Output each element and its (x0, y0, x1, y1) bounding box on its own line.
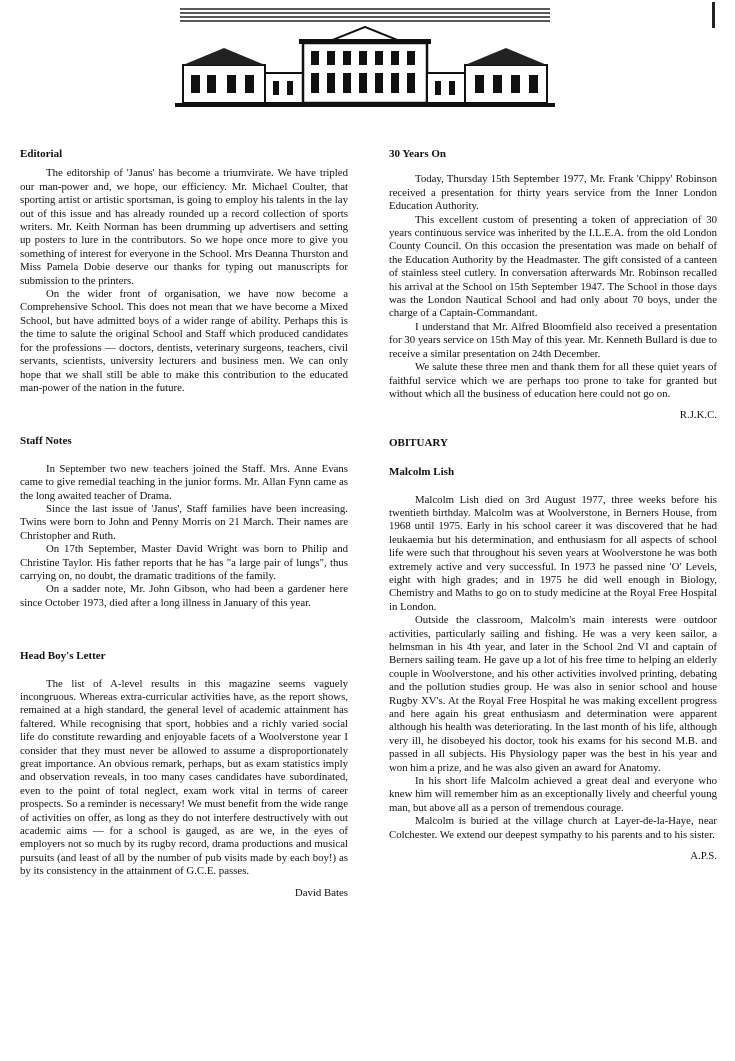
editorial-section (20, 148, 348, 395)
obituary-title: OBITUARY (389, 436, 448, 449)
staff-notes-heading: Staff Notes (20, 435, 72, 448)
obituary-paragraph: In his short life Malcolm achieved a great deal and everyone who knew him will remember him as an exceptionally lively and cheerful young man, but above all as a person of tremendous courage. (389, 775, 717, 814)
obituary-paragraph: Outside the classroom, Malcolm's main interests were outdoor activities, particularly sailing and fishing. He was a very keen sailor, a helmsman in his 4th year, and later in the School 2nd VI and captain of Berners sailing team. He gave up a lot of his free time to helping an elderly couple in Woolverstone, and his other activities involved printing, debating and the pollution studies group. He was also in senior school and house Rugby XV's. At the Royal Free Hospital he was making excellent progress and here again his great enthusiasm and determination were apparent although his health was deteriorating. In the last month of his life, although very ill, he disobeyed his doctor, took his exams for his second M.B. and passed in all subjects. His Physiology paper was the best in his year and won him a prize, and he was also given an award for Anatomy. (389, 614, 717, 774)
staff-notes-paragraph: On 17th September, Master David Wright was born to Philip and Christine Taylor. His father reports that he has "a large pair of lungs", thus carrying on, no doubt, the dramatic traditions of the family. (20, 543, 348, 582)
thirty-years-paragraph: This excellent custom of presenting a token of appreciation of 30 years continuous service was inherited by the I.L.E.A. from the old London County Council. On this occasion the presentation was made on behalf of the Education Authority by the Headmaster. The gift consisted of a canteen of stainless steel cutlery. In conversation afterwards Mr. Robinson recalled his arrival at the School on 15th September 1947. The School in those days was the London Nautical School and had only about 70 boys, under the charge of a Captain-Commandant. (389, 213, 717, 320)
thirty-years-signature: R.J.K.C. (679, 409, 717, 422)
staff-notes-paragraph: Since the last issue of 'Janus', Staff families have been increasing. Twins were born to John and Penny Morris on 21 March. Their names are Christopher and Ruth. (20, 502, 348, 542)
thirty-years-paragraph: I understand that Mr. Alfred Bloomfield also received a presentation for 30 years service on 15th May of this year. Mr. Kenneth Bullard is due to receive a similar presentation on 24th December. (389, 320, 717, 360)
editorial-paragraph: On the wider front of organisation, we have now become a Comprehensive School. This does not mean that we have become a Mixed School, but have admitted boys of a wider range of ability. Perhaps this is the time to salute the original School and Staff which produced candidates for the professions — doctors, dentists, veterinary surgeons, teachers, civil servants, scientists, university lecturers and business men. We can only hope that we shall still be able to make this contribution to the educated man-power of the nation in the future. (20, 288, 348, 394)
head-boy-paragraph: The list of A-level results in this magazine seems vaguely incongruous. Whereas extra-curricular activities have, as the report shows, remained at a high standard, the general level of academic attainment has faltered. While recognising that sport, hobbies and a richly varied social life do constitute rewarding and enjoyable facets of a Woolverstone year I consider that they must never be allowed to assume a disproportionately great importance. An obvious remark, perhaps, but as exam statistics imply and observation reveals, in too many cases candidates have subordinated, even to the point of total neglect, exam work vital in terms of career prospects. So a reminder is necessary! We must benefit from the wide range of activities on offer, as long as they do not interfere destructively with out academic aims — for a school is gauged, as are we, in the eyes of employers not so much by its rugby record, drama productions and musical pursuits (and least of all by the number of pub visits made by each boy!) as by its consistency in the attainment of G.C.E. passes. (20, 677, 348, 878)
head-boy-heading: Head Boy's Letter (20, 650, 106, 663)
obituary-paragraph: Malcolm is buried at the village church at Layer-de-la-Haye, near Colchester. We extend our deepest sympathy to his parents and to his sister. (389, 815, 717, 841)
editorial-paragraph: The editorship of 'Janus' has become a triumvirate. We have tripled our man-power and, we hope, our efficiency. Mr. Michael Coulter, that sporting artist or artistic sportsman, is going to employ his talents in the lay out of this issue and has already rounded up a record collection of sports writers. Mr. Keith Norman has been drumming up advertisers and setting up posters to lure in the contributors. So we hope once more to give you something of interest for everyone in the School. Mrs Deanna Thurston and Miss Pamela Dobie deserve our thanks for typing out manuscripts for submission to the printers. (20, 167, 348, 287)
right-column (389, 148, 717, 864)
obituary-paragraph: Malcolm Lish died on 3rd August 1977, three weeks before his twentieth birthday. Malcolm was at Woolverstone, in Berners House, from 1968 until 1975. Early in his school career it was discovered that he had leukaemia but his determination, and enthusiasm for all aspects of school life were such that throughout his seven years at Woolverstone he was both extremely active and very successful. In 1973 he passed nine 'O' Levels, eight with high grades; and in 1975 he did well enough in Biology, Chemistry and Maths to go on to study medicine at the Royal Free Hospital in London. (389, 493, 717, 613)
staff-notes-paragraph: In September two new teachers joined the Staff. Mrs. Anne Evans came to give remedial teaching in the junior forms. Mr. Allan Fynn came as the long awaited teacher of Drama. (20, 462, 348, 502)
staff-notes-paragraph: On a sadder note, Mr. John Gibson, who had been a gardener here since October 1973, died after a long illness in January of this year. (20, 583, 348, 609)
thirty-years-paragraph: We salute these three men and thank them for all these quiet years of faithful service which we are perhaps too prone to take for granted but without which all the business of education here could not go on. (389, 361, 717, 400)
obituary-section (389, 437, 717, 864)
thirty-years-section (389, 148, 717, 423)
thirty-years-heading: 30 Years On (389, 148, 447, 160)
obituary-signature: A.P.S. (690, 850, 717, 863)
left-column (20, 148, 348, 900)
head-boy-section (20, 650, 348, 900)
head-boy-signature: David Bates (294, 886, 348, 899)
staff-notes-section (20, 435, 348, 610)
margin-mark (712, 2, 731, 28)
editorial-heading: Editorial (20, 148, 63, 160)
obituary-heading: Malcolm Lish (389, 466, 455, 479)
thirty-years-paragraph: Today, Thursday 15th September 1977, Mr. Frank 'Chippy' Robinson received a presentation for thirty years service from the Inner London Education Authority. (389, 173, 717, 213)
school-building-illustration (175, 3, 555, 113)
